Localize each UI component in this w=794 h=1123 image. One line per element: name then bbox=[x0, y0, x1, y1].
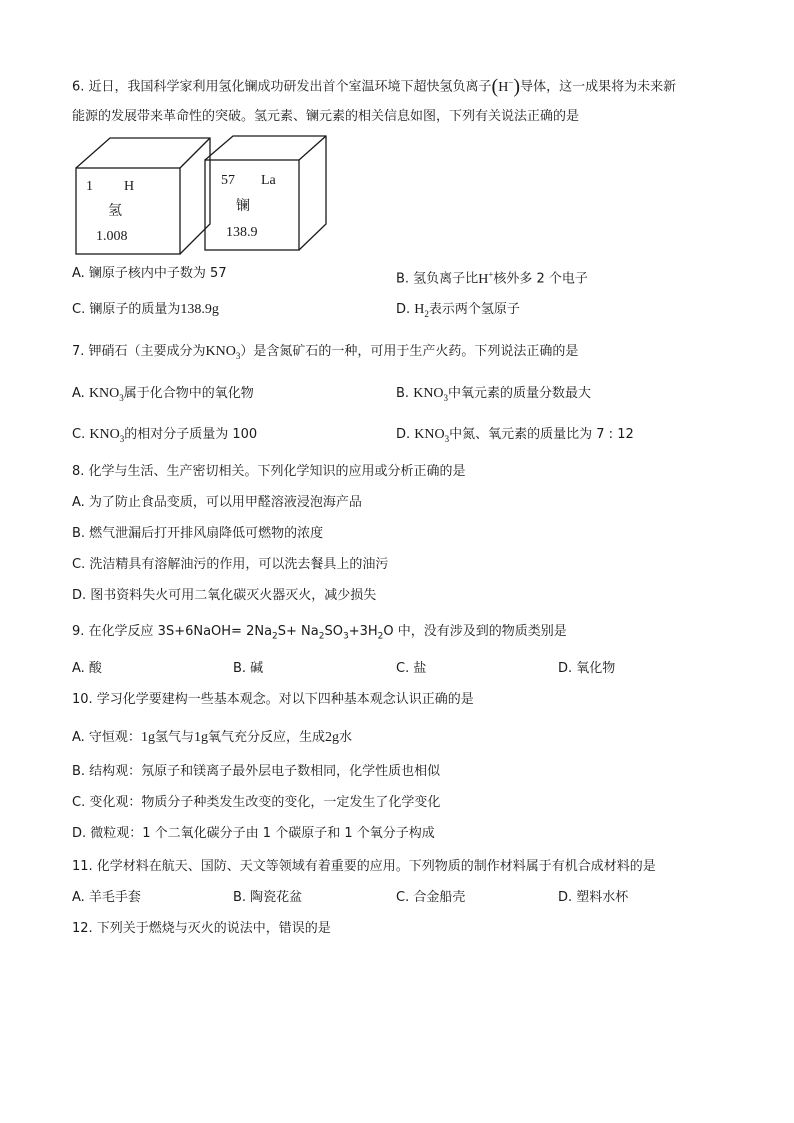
q9-option-a[interactable]: A. 酸 bbox=[72, 661, 102, 676]
q9-option-d[interactable]: D. 氧化物 bbox=[558, 661, 616, 676]
q6-stem-line1: 6. 近日，我国科学家利用氢化镧成功研发出首个室温环境下超快氢负离子(H−)导体，这一成果将为未来新 bbox=[72, 75, 677, 98]
q6-stem-line2: 能源的发展带来革命性的突破。氢元素、镧元素的相关信息如图，下列有关说法正确的是 bbox=[72, 109, 580, 124]
lanthanum-number: 57 bbox=[221, 173, 235, 188]
q6-option-d[interactable]: D. $H_2$表示两个氢原子 bbox=[396, 302, 520, 319]
q10-stem: 10. 学习化学要建构一些基本观念。对以下四种基本观念认识正确的是 bbox=[72, 692, 474, 707]
q10-option-a[interactable]: A. 守恒观：1g氢气与1g氧气充分反应，生成2g水 bbox=[72, 730, 352, 745]
q11-option-b[interactable]: B. 陶瓷花盆 bbox=[233, 890, 303, 905]
hydrogen-symbol: H bbox=[124, 179, 135, 194]
q12-stem: 12. 下列关于燃烧与灭火的说法中，错误的是 bbox=[72, 921, 331, 936]
q7-option-c[interactable]: C. $KNO_3$的相对分子质量为 100 bbox=[72, 427, 258, 444]
q8-stem: 8. 化学与生活、生产密切相关。下列化学知识的应用或分析正确的是 bbox=[72, 464, 466, 479]
q8-option-a[interactable]: A. 为了防止食品变质，可以用甲醛溶液浸泡海产品 bbox=[72, 495, 362, 510]
q10-option-d[interactable]: D. 微粒观：1 个二氧化碳分子由 1 个碳原子和 1 个氧分子构成 bbox=[72, 826, 435, 841]
q6-option-a[interactable]: A. 镧原子核内中子数为 57 bbox=[72, 266, 227, 281]
q11-stem: 11. 化学材料在航天、国防、天文等领域有着重要的应用。下列物质的制作材料属于有机合成材料的是 bbox=[72, 859, 656, 874]
hydrogen-number: 1 bbox=[86, 179, 93, 194]
q11-option-c[interactable]: C. 合金船壳 bbox=[396, 890, 466, 905]
q6-option-c[interactable]: C. 镧原子的质量为138.9g bbox=[72, 302, 219, 317]
q10-option-c[interactable]: C. 变化观：物质分子种类发生改变的变化，一定发生了化学变化 bbox=[72, 795, 441, 810]
lanthanum-mass: 138.9 bbox=[226, 225, 258, 240]
q9-stem: 9. 在化学反应 3S+6NaOH= $2Na_2S+ Na_2SO_3+3H_2O$ 中，没有涉及到的物质类别是 bbox=[72, 624, 567, 642]
hydrogen-mass: 1.008 bbox=[96, 229, 128, 244]
hydrogen-name: 氢 bbox=[108, 203, 122, 219]
q9-option-c[interactable]: C. 盐 bbox=[396, 661, 427, 676]
q11-option-d[interactable]: D. 塑料水杯 bbox=[558, 890, 629, 905]
lanthanum-name: 镧 bbox=[236, 198, 250, 214]
q7-option-b[interactable]: B. $KNO_3$中氧元素的质量分数最大 bbox=[396, 386, 592, 403]
q7-option-a[interactable]: A. $KNO_3$属于化合物中的氧化物 bbox=[72, 386, 254, 403]
q6-ion: H− bbox=[498, 77, 514, 95]
q9-option-b[interactable]: B. 碱 bbox=[233, 661, 264, 676]
q7-option-d[interactable]: D. $KNO_3$中氮、氧元素的质量比为 7 : 12 bbox=[396, 427, 634, 444]
q6-option-b[interactable]: B. 氢负离子比H+核外多 2 个电子 bbox=[396, 269, 588, 287]
lanthanum-card bbox=[205, 136, 326, 250]
q8-option-c[interactable]: C. 洗洁精具有溶解油污的作用，可以洗去餐具上的油污 bbox=[72, 557, 389, 572]
q6-element-cards bbox=[72, 134, 332, 259]
lanthanum-symbol: La bbox=[261, 173, 276, 188]
q10-option-b[interactable]: B. 结构观：氖原子和镁离子最外层电子数相同，化学性质也相似 bbox=[72, 764, 441, 779]
q7-stem: 7. 钾硝石（主要成分为$KNO_3$）是含氮矿石的一种，可用于生产火药。下列说法正确的是 bbox=[72, 344, 579, 361]
q8-option-b[interactable]: B. 燃气泄漏后打开排风扇降低可燃物的浓度 bbox=[72, 526, 324, 541]
q8-option-d[interactable]: D. 图书资料失火可用二氧化碳灭火器灭火，减少损失 bbox=[72, 588, 377, 603]
q11-option-a[interactable]: A. 羊毛手套 bbox=[72, 890, 141, 905]
